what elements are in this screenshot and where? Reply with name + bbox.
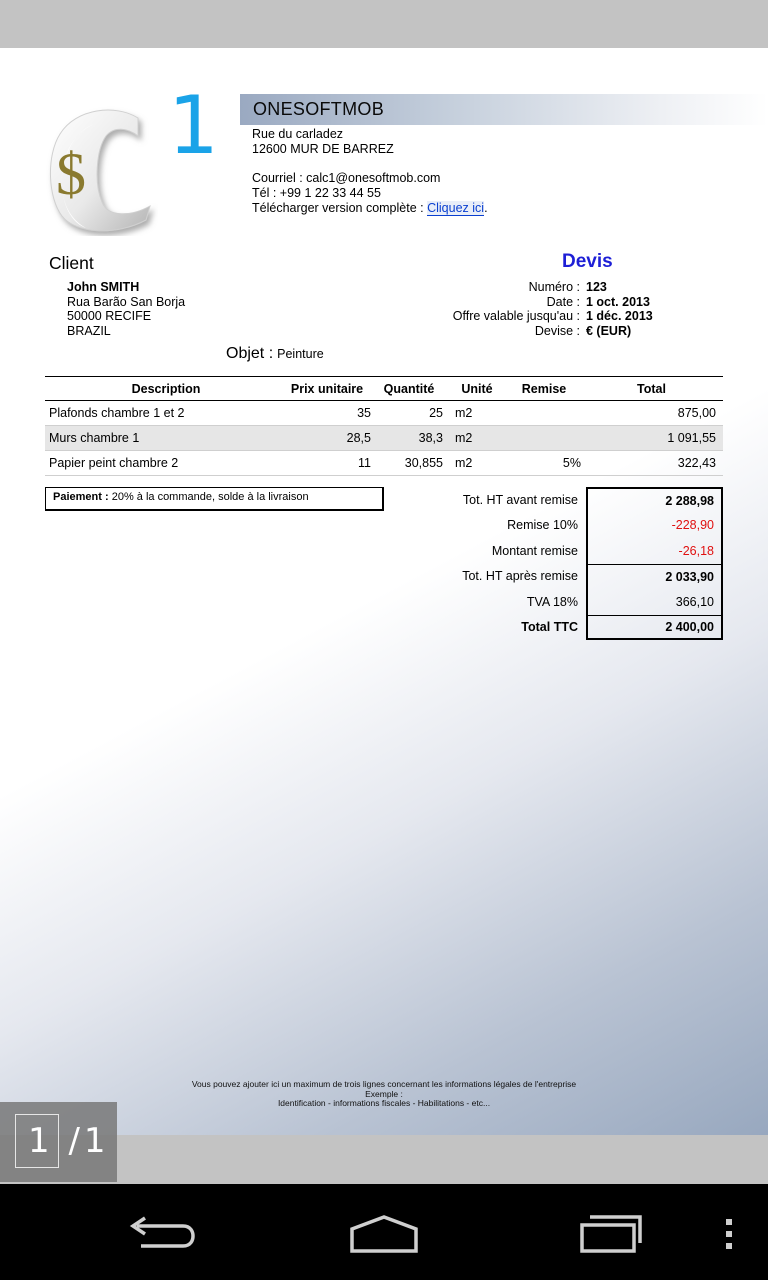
total-row-ttc: Total TTC 2 400,00 (440, 615, 723, 641)
devis-details (420, 280, 653, 338)
recents-icon (574, 1213, 646, 1255)
legal-line-3: Identification - informations fiscales - Habilitations - etc... (277, 1098, 491, 1108)
payment-text: 20% à la commande, solde à la livraison (111, 491, 309, 503)
company-email: Courriel : calc1@onesoftmob.com (252, 171, 441, 185)
back-button[interactable] (118, 1206, 202, 1262)
download-label: Télécharger version complète : (252, 201, 424, 215)
download-link[interactable]: Cliquez ici (427, 201, 485, 215)
company-logo (46, 79, 219, 242)
company-name: ONESOFTMOB (253, 99, 385, 119)
company-info (252, 127, 488, 216)
total-row-tva: TVA 18% 366,10 (440, 589, 723, 615)
menu-button[interactable] (714, 1206, 744, 1262)
logo-dollar: $ (56, 141, 86, 207)
client-title: Client (49, 253, 94, 273)
back-icon (125, 1214, 195, 1254)
home-icon (346, 1213, 422, 1255)
client-address-1: Rua Barão San Borja (67, 294, 186, 309)
table-row: Murs chambre 1 28,5 38,3 m2 1 091,55 (45, 426, 723, 451)
company-address-1: Rue du carladez (252, 127, 344, 141)
items-table (45, 376, 723, 476)
col-prix: Prix unitaire (283, 377, 375, 401)
total-row-remise: Remise 10% -228,90 (440, 513, 723, 539)
total-row-ht-apres: Tot. HT après remise 2 033,90 (440, 564, 723, 590)
company-header-bar (240, 94, 768, 125)
document-page (0, 48, 768, 1135)
table-row: Plafonds chambre 1 et 2 35 25 m2 875,00 (45, 401, 723, 426)
payment-terms (45, 487, 384, 511)
download-line: Télécharger version complète : Cliquez ici. (252, 201, 488, 215)
devis-row-devise: Devise : € (EUR) (534, 323, 632, 338)
col-description: Description (45, 377, 283, 401)
total-row-ht-avant: Tot. HT avant remise 2 288,98 (440, 487, 723, 513)
total-row-montant-remise: Montant remise -26,18 (440, 538, 723, 564)
menu-icon (724, 1217, 734, 1251)
legal-line-1: Vous pouvez ajouter ici un maximum de trois lignes concernant les informations légales de l'entreprise (191, 1079, 577, 1089)
devis-row-date: Date : 1 oct. 2013 (546, 294, 650, 309)
col-remise: Remise (507, 377, 587, 401)
objet-label: Objet : (226, 345, 274, 362)
col-unite: Unité (447, 377, 507, 401)
payment-label: Paiement : (53, 491, 109, 503)
client-address-2: 50000 RECIFE (67, 309, 152, 324)
devis-title: Devis (562, 251, 613, 272)
devis-row-validite: Offre valable jusqu'au : 1 déc. 2013 (452, 309, 653, 324)
totals-block (440, 487, 723, 640)
objet (226, 345, 324, 363)
col-total: Total (587, 377, 723, 401)
objet-value: Peinture (277, 347, 324, 361)
page-indicator-text: 1 /1 (28, 1121, 110, 1161)
logo-c-icon (46, 106, 158, 236)
table-header (45, 377, 723, 401)
page-indicator[interactable] (0, 1102, 117, 1182)
table-row: Papier peint chambre 2 11 30,855 m2 5% 322,43 (45, 451, 723, 476)
company-address-2: 12600 MUR DE BARREZ (252, 142, 394, 156)
home-button[interactable] (342, 1206, 426, 1262)
recents-button[interactable] (568, 1206, 652, 1262)
legal-line-2: Exemple : (365, 1088, 403, 1099)
viewer-toolbar (0, 0, 768, 48)
client-country: BRAZIL (67, 323, 111, 338)
client-name: John SMITH (67, 280, 140, 294)
client-address (67, 280, 185, 338)
col-quantite: Quantité (375, 377, 447, 401)
devis-row-numero: Numéro : 123 (528, 280, 607, 294)
company-phone: Tél : +99 1 22 33 44 55 (252, 186, 381, 200)
logo-number: 1 (168, 79, 219, 172)
